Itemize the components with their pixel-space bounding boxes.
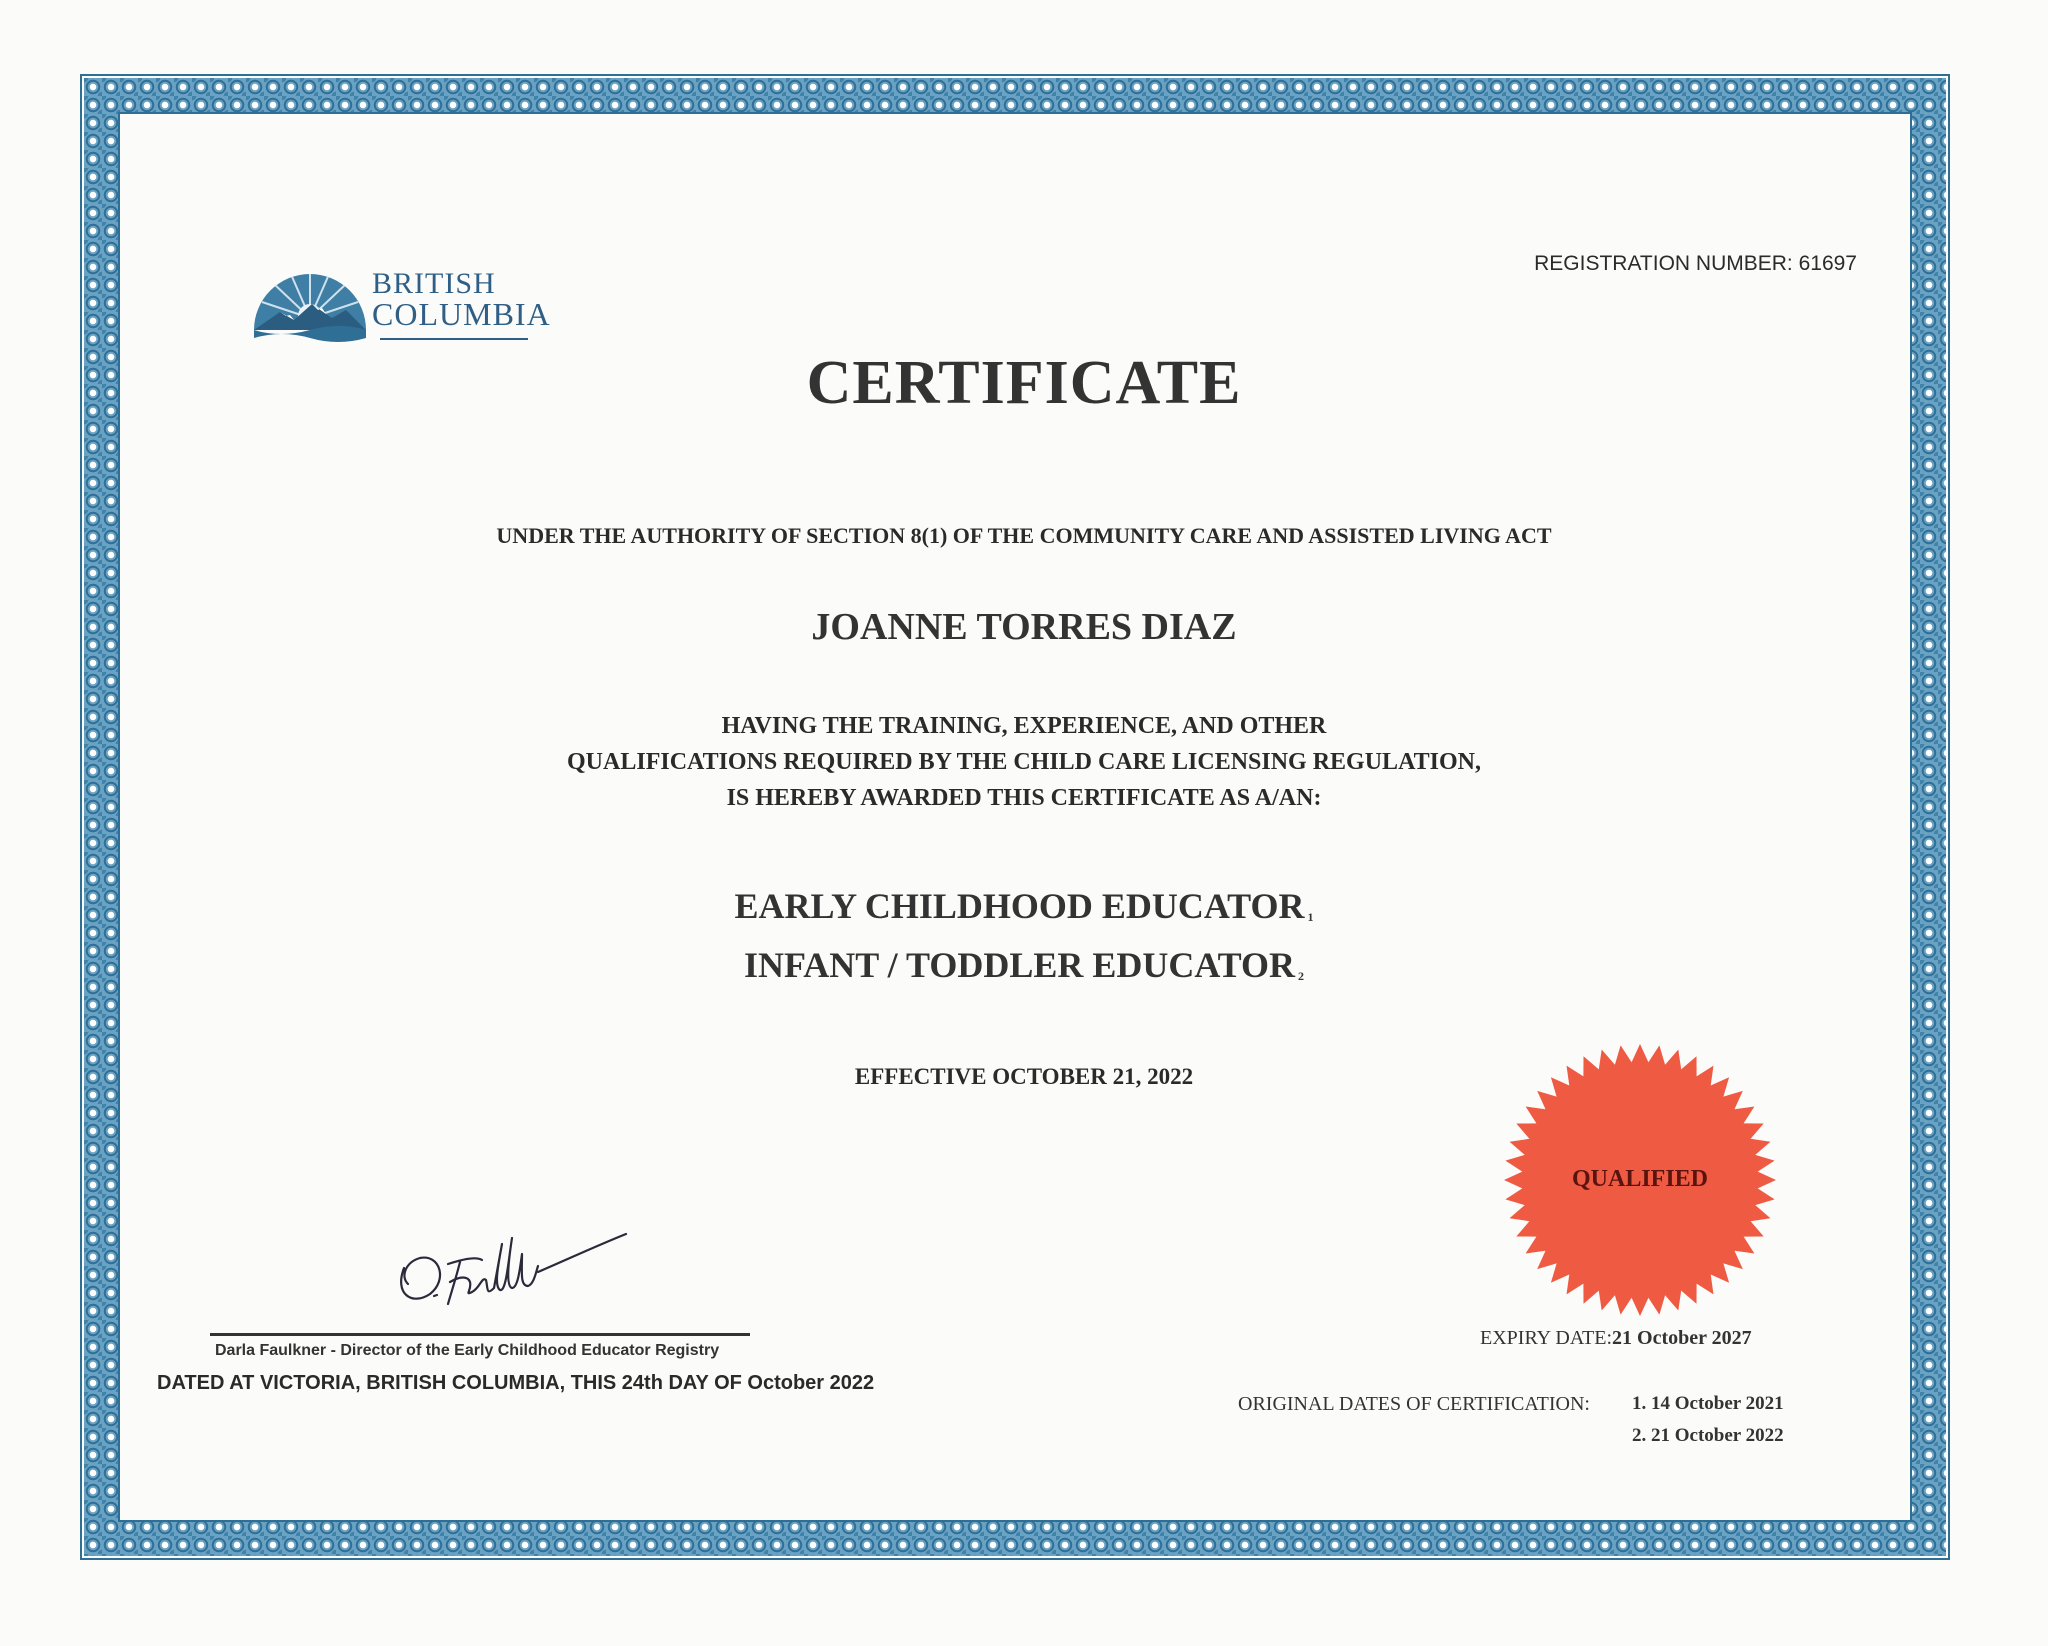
logo-line-2: COLUMBIA xyxy=(372,296,551,332)
qualified-seal xyxy=(1500,1040,1780,1320)
seal-label: QUALIFIED xyxy=(1571,1166,1709,1192)
dated-statement: DATED AT VICTORIA, BRITISH COLUMBIA, THIS 24th DAY OF October 2022 xyxy=(157,1372,875,1394)
registration-value: 61697 xyxy=(1798,252,1857,275)
designation-label: EARLY CHILDHOOD EDUCATOR xyxy=(734,886,1305,926)
logo-underline xyxy=(380,338,528,340)
original-date-entry: 2. 21 October 2022 xyxy=(1632,1425,1784,1446)
original-date-entry: 1. 14 October 2021 xyxy=(1632,1393,1784,1414)
registration-number xyxy=(1400,252,1857,276)
signer-caption: Darla Faulkner - Director of the Early Childhood Educator Registry xyxy=(215,1342,720,1359)
signature-line xyxy=(210,1333,750,1336)
effective-date: EFFECTIVE OCTOBER 21, 2022 xyxy=(854,1064,1194,1089)
expiry-date xyxy=(1480,1327,1752,1350)
logo-line-1: BRITISH xyxy=(372,267,496,300)
qualification-statement xyxy=(0,708,2048,816)
designation-index: 1 xyxy=(1307,910,1314,924)
original-dates-label: ORIGINAL DATES OF CERTIFICATION: xyxy=(1238,1393,1590,1415)
qualification-line-3: IS HEREBY AWARDED THIS CERTIFICATE AS A/AN: xyxy=(726,785,1322,811)
expiry-label: EXPIRY DATE: xyxy=(1480,1327,1613,1349)
authority-statement: UNDER THE AUTHORITY OF SECTION 8(1) OF THE COMMUNITY CARE AND ASSISTED LIVING ACT xyxy=(496,523,1552,548)
qualification-line-2: QUALIFICATIONS REQUIRED BY THE CHILD CARE LICENSING REGULATION, xyxy=(567,749,1481,775)
handwritten-signature xyxy=(390,1224,630,1314)
designation-label: INFANT / TODDLER EDUCATOR xyxy=(743,945,1296,985)
qualification-line-1: HAVING THE TRAINING, EXPERIENCE, AND OTHER xyxy=(721,713,1327,739)
original-dates-list xyxy=(1632,1388,1784,1452)
holder-name: JOANNE TORRES DIAZ xyxy=(811,606,1237,648)
bc-logo xyxy=(250,258,560,348)
registration-label: REGISTRATION NUMBER: xyxy=(1534,252,1793,275)
logo-wordmark xyxy=(372,268,551,330)
designation-index: 2 xyxy=(1298,969,1305,983)
sun-mountain-icon xyxy=(250,258,370,348)
designation-list xyxy=(0,882,2048,1000)
designation-item xyxy=(0,882,2048,941)
expiry-value: 21 October 2027 xyxy=(1612,1327,1752,1349)
certificate-title: CERTIFICATE xyxy=(806,349,1242,417)
designation-item xyxy=(0,941,2048,1000)
